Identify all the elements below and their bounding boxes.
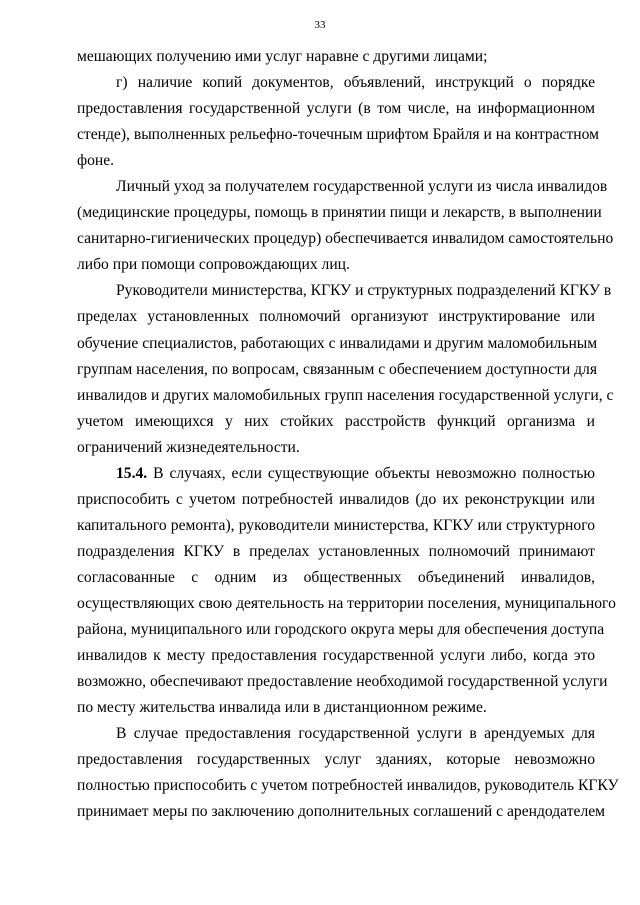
text-line: г) наличие копий документов, объявлений, инструкций о порядке <box>116 74 595 92</box>
text-line <box>77 461 595 487</box>
text-line: приспособить с учетом потребностей инвалидов (до их реконструкции или <box>77 490 595 508</box>
paragraph-section-15-4 <box>77 461 616 721</box>
text-line: осуществляющих свою деятельность на территории поселения, муниципального <box>77 594 616 612</box>
paragraph-item-g <box>77 70 600 174</box>
text-line: (медицинские процедуры, помощь в принятии пищи и лекарств, в выполнении <box>77 204 602 222</box>
text-line: Личный уход за получателем государственной услуги из числа инвалидов <box>116 178 608 196</box>
text-line: принимает меры по заключению дополнительных соглашений с арендодателем <box>77 803 606 821</box>
paragraph-lease <box>77 721 619 825</box>
section-first-line-text: В случаях, если существующие объекты невозможно полностью <box>147 464 595 482</box>
paragraph-managers <box>77 278 614 460</box>
text-line: обучение специалистов, работающих с инвалидами и другим маломобильным <box>77 334 598 352</box>
text-line: фоне. <box>77 152 115 170</box>
text-line: полностью приспособить с учетом потребностей инвалидов, руководитель КГКУ <box>77 777 619 795</box>
text-line: инвалидов и других маломобильных групп населения государственной услуги, с <box>77 386 614 404</box>
text-line: стенде), выполненных рельефно-точечным шрифтом Брайля и на контрастном <box>77 126 600 144</box>
page-number: 33 <box>314 19 326 31</box>
text-line: ограничений жизнедеятельности. <box>77 438 300 456</box>
text-line: либо при помощи сопровождающих лиц. <box>77 256 350 274</box>
text-line: группам населения, по вопросам, связанным с обеспечением доступности для <box>77 360 597 378</box>
text-line: Руководители министерства, КГКУ и структурных подразделений КГКУ в <box>116 282 612 300</box>
text-line: района, муниципального или городского округа меры для обеспечения доступа <box>77 621 605 639</box>
paragraph-personal-care <box>77 174 614 278</box>
text-line: капитального ремонта), руководители министерства, КГКУ или структурного <box>77 516 595 534</box>
text-line: согласованные с одним из общественных объединений инвалидов, <box>77 568 595 586</box>
text-line: мешающих получению ими услуг наравне с другими лицами; <box>77 48 488 65</box>
section-number: 15.4. <box>116 464 148 482</box>
document-body <box>77 44 619 825</box>
text-line: возможно, обеспечивают предоставление необходимой государственной услуги <box>77 673 608 691</box>
text-line: санитарно-гигиенических процедур) обеспечивается инвалидом самостоятельно <box>77 230 614 248</box>
text-line: В случае предоставления государственной услуги в арендуемых для <box>116 725 595 743</box>
text-line: предоставления государственных услуг зданиях, которые невозможно <box>77 751 595 769</box>
text-line: пределах установленных полномочий организуют инструктирование или <box>77 308 595 326</box>
text-line: по месту жительства инвалида или в дистанционном режиме. <box>77 699 487 717</box>
text-line: учетом имеющихся у них стойких расстройств функций организма и <box>77 412 595 430</box>
paragraph-continuation <box>77 44 595 70</box>
text-line: подразделения КГКУ в пределах установленных полномочий принимают <box>77 542 595 560</box>
text-line: предоставления государственной услуги (в том числе, на информационном <box>77 100 595 118</box>
text-line: инвалидов к месту предоставления государственной услуги либо, когда это <box>77 647 595 665</box>
